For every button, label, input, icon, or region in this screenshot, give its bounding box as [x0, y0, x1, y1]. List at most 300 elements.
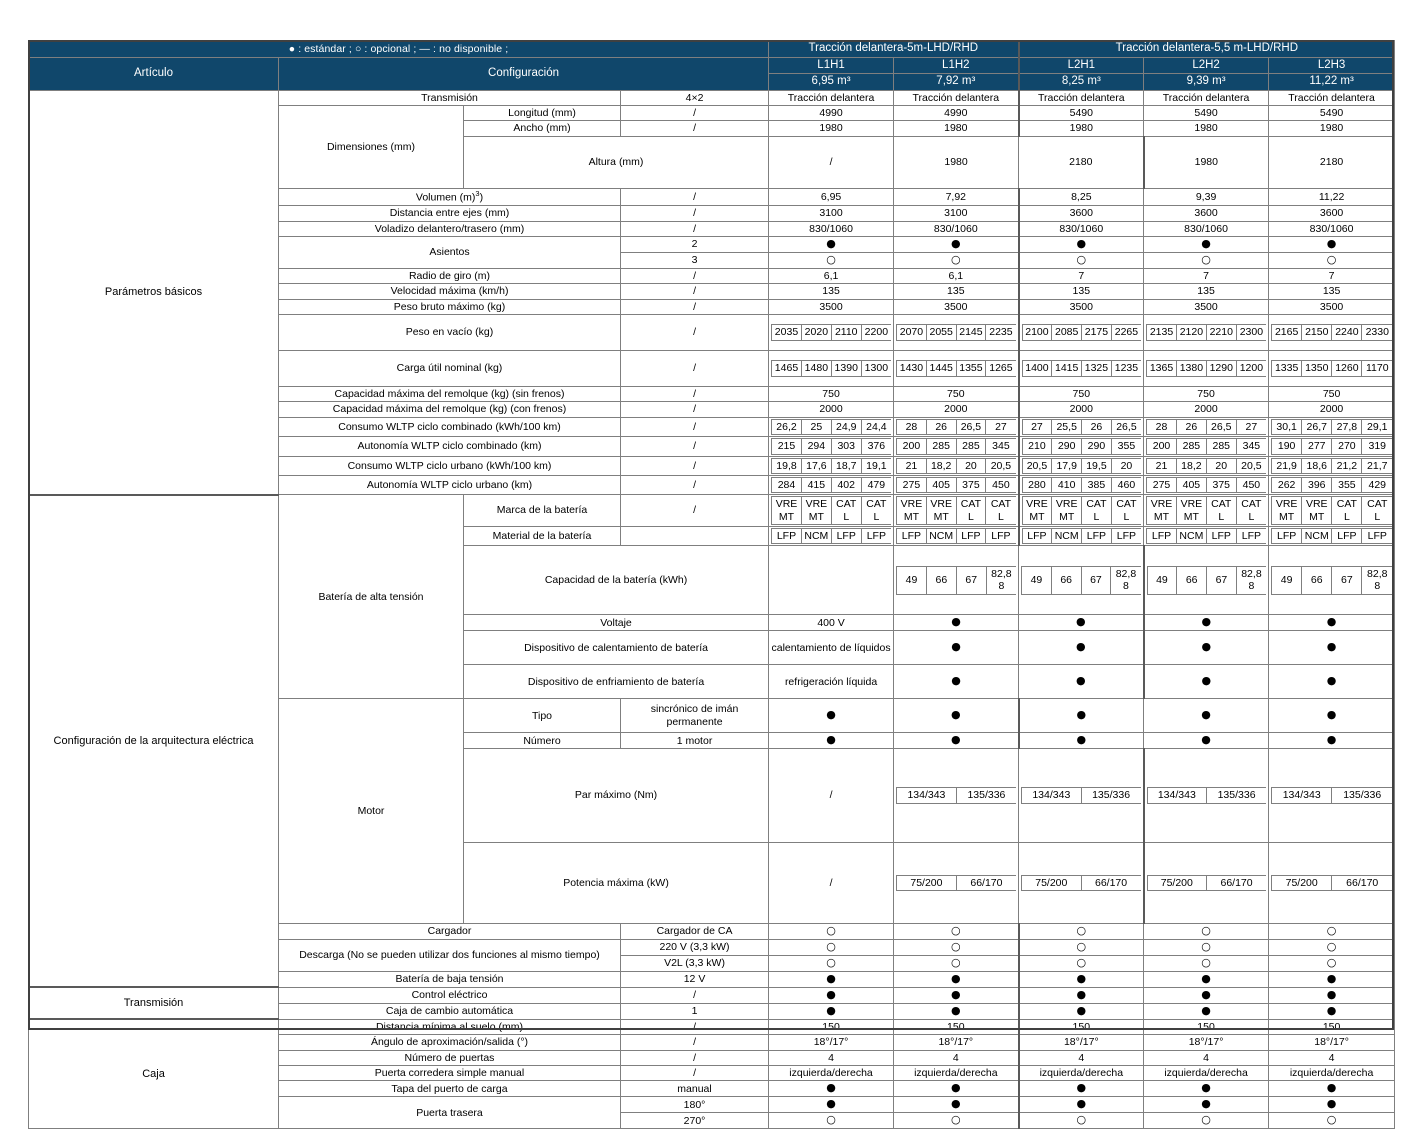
- data-cell: 18°/17°: [769, 1035, 894, 1050]
- section-label-1: Configuración de la arquitectura eléctrica: [29, 495, 279, 988]
- row-label: Capacidad máxima del remolque (kg) (con frenos): [279, 402, 621, 417]
- sub-value: 20: [956, 458, 986, 473]
- data-cell: ○: [769, 1113, 894, 1129]
- data-cell: ○: [769, 252, 894, 268]
- data-cell: ●: [1269, 236, 1395, 252]
- variant-volume-4: 11,22 m³: [1269, 74, 1395, 91]
- row-group-label: Asientos: [279, 236, 621, 268]
- section-label-2: Transmisión: [29, 987, 279, 1019]
- sub-value: 66/170: [956, 875, 1016, 890]
- sub-value: 200: [897, 439, 927, 454]
- row-label: Tapa del puerto de carga: [279, 1081, 621, 1097]
- data-cell: [1144, 527, 1269, 546]
- data-cell: [1269, 315, 1395, 351]
- sub-value: 2085: [1052, 325, 1082, 340]
- sub-value: 49: [1147, 566, 1177, 594]
- sub-value: 26,5: [1206, 419, 1236, 434]
- data-cell: [1269, 495, 1395, 527]
- data-cell: ●: [1269, 1097, 1395, 1113]
- data-cell: ●: [1019, 665, 1144, 699]
- data-cell: Tracción delantera: [769, 90, 894, 105]
- data-cell: [894, 315, 1019, 351]
- sub-value: VREMT: [772, 497, 802, 525]
- sub-value: 134/343: [1022, 788, 1082, 803]
- data-cell: ○: [894, 1113, 1019, 1129]
- sub-value: 82,88: [1362, 566, 1392, 594]
- sub-value: 19,8: [772, 458, 802, 473]
- data-cell: ●: [1269, 1003, 1395, 1019]
- sub-value: 429: [1362, 477, 1392, 492]
- sub-value: LFP: [897, 529, 927, 544]
- sub-value: CATL: [1362, 497, 1392, 525]
- data-cell: [894, 456, 1019, 475]
- row-config-value: /: [621, 121, 769, 136]
- sub-value: 2055: [926, 325, 956, 340]
- sub-value: 280: [1022, 477, 1052, 492]
- data-cell: ●: [1019, 971, 1144, 987]
- variant-volume-2: 8,25 m³: [1019, 74, 1144, 91]
- sub-value: 19,1: [861, 458, 891, 473]
- row-group-label: Dimensiones (mm): [279, 106, 464, 189]
- row-config-value: /: [621, 1066, 769, 1081]
- sub-value: 30,1: [1272, 419, 1302, 434]
- data-cell: 150: [1019, 1019, 1144, 1034]
- sub-value: 1260: [1332, 361, 1362, 376]
- row-config-value: /: [621, 495, 769, 527]
- data-cell: ●: [1144, 236, 1269, 252]
- row-label: Peso bruto máximo (kg): [279, 299, 621, 314]
- data-cell: ○: [1144, 924, 1269, 940]
- sub-value: 1335: [1272, 361, 1302, 376]
- row-label: Capacidad de la batería (kWh): [464, 546, 769, 615]
- data-cell: [1144, 437, 1269, 456]
- data-cell: ●: [1269, 699, 1395, 733]
- data-cell: 4990: [894, 106, 1019, 121]
- data-cell: 18°/17°: [1019, 1035, 1144, 1050]
- data-cell: [1269, 417, 1395, 436]
- row-config-value: /: [621, 315, 769, 351]
- data-cell: 3100: [894, 206, 1019, 221]
- row-label: Transmisión: [279, 90, 621, 105]
- row-config-value: calentamiento de líquidos: [769, 631, 894, 665]
- data-cell: ●: [894, 665, 1019, 699]
- data-cell: ●: [1019, 987, 1144, 1003]
- row-label: Distancia mínima al suelo (mm): [279, 1019, 621, 1034]
- sub-value: 450: [986, 477, 1016, 492]
- data-cell: [769, 417, 894, 436]
- header-articulo: Artículo: [29, 57, 279, 90]
- sub-value: 1265: [986, 361, 1016, 376]
- data-cell: ○: [1019, 956, 1144, 972]
- data-cell: [1144, 842, 1269, 923]
- data-cell: [769, 315, 894, 351]
- section-label-0: Parámetros básicos: [29, 90, 279, 495]
- sub-value: 27: [1022, 419, 1052, 434]
- data-cell: ●: [1269, 733, 1395, 749]
- data-cell: [769, 351, 894, 387]
- data-cell: ●: [894, 631, 1019, 665]
- sub-value: 277: [1302, 439, 1332, 454]
- data-cell: ●: [769, 1081, 894, 1097]
- sub-value: 415: [801, 477, 831, 492]
- data-cell: 135: [769, 284, 894, 299]
- row-label: Radio de giro (m): [279, 268, 621, 283]
- data-cell: 3100: [769, 206, 894, 221]
- data-cell: [1019, 417, 1144, 436]
- data-cell: ●: [1019, 1081, 1144, 1097]
- row-config-value: 180°: [621, 1097, 769, 1113]
- sub-value: CATL: [986, 497, 1016, 525]
- row-label: Control eléctrico: [279, 987, 621, 1003]
- sub-value: 375: [956, 477, 986, 492]
- data-cell: ●: [1144, 665, 1269, 699]
- sub-value: CATL: [1206, 497, 1236, 525]
- sub-value: 27: [986, 419, 1016, 434]
- sub-value: 285: [956, 439, 986, 454]
- sub-value: CATL: [831, 497, 861, 525]
- data-cell: ●: [1144, 631, 1269, 665]
- data-cell: 2000: [894, 402, 1019, 417]
- data-cell: [894, 475, 1019, 494]
- data-cell: 6,1: [894, 268, 1019, 283]
- row-config-value: 1 motor: [621, 733, 769, 749]
- variant-header-l1h1: L1H1: [769, 57, 894, 74]
- data-cell: ●: [1144, 699, 1269, 733]
- sub-value: 135/336: [1081, 788, 1141, 803]
- sub-value: LFP: [1362, 529, 1392, 544]
- row-config-value: /: [621, 456, 769, 475]
- data-cell: 7,92: [894, 189, 1019, 206]
- row-label: Batería de baja tensión: [279, 971, 621, 987]
- data-cell: [1019, 475, 1144, 494]
- sub-value: 2210: [1206, 325, 1236, 340]
- sub-value: VREMT: [926, 497, 956, 525]
- sub-value: 1445: [926, 361, 956, 376]
- data-cell: [769, 437, 894, 456]
- sub-value: LFP: [772, 529, 802, 544]
- sub-value: 1325: [1082, 361, 1112, 376]
- sub-value: 49: [1022, 566, 1052, 594]
- row-label: Par máximo (Nm): [464, 749, 769, 843]
- sub-value: 134/343: [897, 788, 957, 803]
- data-cell: [1269, 527, 1395, 546]
- sub-value: 27: [1236, 419, 1266, 434]
- sub-value: 75/200: [1272, 875, 1332, 890]
- data-cell: 1980: [1019, 121, 1144, 136]
- row-config-value: 4×2: [621, 90, 769, 105]
- data-cell: [1269, 546, 1395, 615]
- data-cell: 135: [894, 284, 1019, 299]
- row-label: Volumen $(m)^3$): [279, 189, 621, 206]
- data-cell: ●: [894, 615, 1019, 631]
- sub-value: 376: [861, 439, 891, 454]
- sub-value: 27,8: [1332, 419, 1362, 434]
- sub-value: 2240: [1332, 325, 1362, 340]
- sub-value: NCM: [1176, 529, 1206, 544]
- data-cell: izquierda/derecha: [769, 1066, 894, 1081]
- data-cell: 1980: [894, 136, 1019, 189]
- data-cell: izquierda/derecha: [894, 1066, 1019, 1081]
- data-cell: Tracción delantera: [1019, 90, 1144, 105]
- data-cell: 150: [894, 1019, 1019, 1034]
- sub-value: 18,6: [1302, 458, 1332, 473]
- data-cell: ●: [769, 971, 894, 987]
- table-row: [29, 1019, 1395, 1034]
- sub-value: 20,5: [1022, 458, 1052, 473]
- data-cell: 830/1060: [769, 221, 894, 236]
- data-cell: [894, 351, 1019, 387]
- row-config-value: /: [621, 106, 769, 121]
- sub-value: CATL: [1236, 497, 1266, 525]
- data-cell: 135: [1269, 284, 1395, 299]
- sub-value: 2235: [986, 325, 1016, 340]
- data-cell: [769, 456, 894, 475]
- data-cell: ●: [769, 699, 894, 733]
- sub-value: 28: [897, 419, 927, 434]
- row-config-value: /: [621, 299, 769, 314]
- sub-value: 66: [926, 566, 956, 594]
- sub-value: 1390: [831, 361, 861, 376]
- row-label: Número de puertas: [279, 1050, 621, 1065]
- data-cell: 150: [769, 1019, 894, 1034]
- data-cell: 3500: [1269, 299, 1395, 314]
- sub-value: 26: [926, 419, 956, 434]
- sub-value: CATL: [1111, 497, 1141, 525]
- data-cell: 4: [1019, 1050, 1144, 1065]
- data-cell: 3500: [769, 299, 894, 314]
- data-cell: ●: [894, 971, 1019, 987]
- data-cell: 3500: [1019, 299, 1144, 314]
- data-cell: ○: [1019, 924, 1144, 940]
- sub-value: VREMT: [1272, 497, 1302, 525]
- data-cell: ●: [1144, 1003, 1269, 1019]
- data-cell: ●: [1269, 631, 1395, 665]
- data-cell: 135: [1019, 284, 1144, 299]
- data-cell: ●: [1144, 971, 1269, 987]
- row-label: Autonomía WLTP ciclo urbano (km): [279, 475, 621, 494]
- sub-value: LFP: [1332, 529, 1362, 544]
- sub-value: 26: [1082, 419, 1112, 434]
- row-label: Longitud (mm): [464, 106, 621, 121]
- sub-value: 75/200: [1147, 875, 1207, 890]
- sub-value: 479: [861, 477, 891, 492]
- data-cell: ○: [769, 924, 894, 940]
- row-config-value: /: [621, 987, 769, 1003]
- sub-value: 284: [772, 477, 802, 492]
- data-cell: [1019, 527, 1144, 546]
- row-group-label: Motor: [279, 699, 464, 924]
- row-config-value: /: [621, 351, 769, 387]
- sub-value: 18,2: [926, 458, 956, 473]
- data-cell: ●: [1144, 987, 1269, 1003]
- sub-value: 66: [1051, 566, 1081, 594]
- sub-value: 2145: [956, 325, 986, 340]
- data-cell: ●: [894, 733, 1019, 749]
- sub-value: 2020: [801, 325, 831, 340]
- sub-value: 25,5: [1052, 419, 1082, 434]
- sub-value: 396: [1302, 477, 1332, 492]
- sub-value: 21,2: [1332, 458, 1362, 473]
- data-cell: 4: [894, 1050, 1019, 1065]
- variant-header-l1h2: L1H2: [894, 57, 1019, 74]
- data-cell: 2000: [769, 402, 894, 417]
- data-cell: Tracción delantera: [894, 90, 1019, 105]
- sub-value: 82,88: [1111, 566, 1141, 594]
- sub-value: VREMT: [1302, 497, 1332, 525]
- data-cell: ●: [1019, 699, 1144, 733]
- sub-value: NCM: [801, 529, 831, 544]
- row-config-value: /: [621, 1050, 769, 1065]
- sub-value: 20,5: [1236, 458, 1266, 473]
- row-config-value: 1: [621, 1003, 769, 1019]
- data-cell: ○: [894, 956, 1019, 972]
- data-cell: ●: [1019, 733, 1144, 749]
- sub-value: 2200: [861, 325, 891, 340]
- sub-value: 1430: [897, 361, 927, 376]
- sub-value: 2135: [1147, 325, 1177, 340]
- data-cell: ○: [1269, 252, 1395, 268]
- sub-value: 29,1: [1362, 419, 1392, 434]
- sub-value: 75/200: [1022, 875, 1082, 890]
- row-config-value: /: [621, 1019, 769, 1034]
- row-config-value: /: [621, 221, 769, 236]
- data-cell: ●: [1269, 615, 1395, 631]
- data-cell: 830/1060: [1269, 221, 1395, 236]
- row-config-value: /: [621, 437, 769, 456]
- section-label-3: Caja: [29, 1019, 279, 1128]
- sub-value: 20: [1111, 458, 1141, 473]
- sub-value: 210: [1022, 439, 1052, 454]
- sub-value: VREMT: [1052, 497, 1082, 525]
- data-cell: [1019, 495, 1144, 527]
- row-label: Voltaje: [464, 615, 769, 631]
- data-cell: 4: [769, 1050, 894, 1065]
- sub-value: VREMT: [1022, 497, 1052, 525]
- sub-value: 2330: [1362, 325, 1392, 340]
- row-config-value: sincrónico de imán permanente: [621, 699, 769, 733]
- sub-value: LFP: [1022, 529, 1052, 544]
- data-cell: [1269, 842, 1395, 923]
- row-label: Velocidad máxima (km/h): [279, 284, 621, 299]
- row-config-value: /: [621, 189, 769, 206]
- sub-value: 135/336: [1207, 788, 1267, 803]
- data-cell: ○: [1144, 1113, 1269, 1129]
- sub-value: LFP: [1111, 529, 1141, 544]
- data-cell: [894, 495, 1019, 527]
- sub-value: 1200: [1236, 361, 1266, 376]
- sub-value: LFP: [1236, 529, 1266, 544]
- row-config-value: [769, 546, 894, 615]
- sub-value: 2150: [1302, 325, 1332, 340]
- sub-value: 20,5: [986, 458, 1016, 473]
- row-label: Autonomía WLTP ciclo combinado (km): [279, 437, 621, 456]
- data-cell: [894, 749, 1019, 843]
- row-label: Dispositivo de enfriamiento de batería: [464, 665, 769, 699]
- data-cell: 2000: [1144, 402, 1269, 417]
- sub-value: 28: [1147, 419, 1177, 434]
- data-cell: ●: [894, 987, 1019, 1003]
- sub-value: 134/343: [1272, 788, 1332, 803]
- data-cell: 11,22: [1269, 189, 1395, 206]
- data-cell: [769, 495, 894, 527]
- row-config-value: /: [621, 268, 769, 283]
- sub-value: 2120: [1176, 325, 1206, 340]
- sub-value: 405: [1176, 477, 1206, 492]
- sub-value: LFP: [986, 529, 1016, 544]
- sub-value: 2265: [1111, 325, 1141, 340]
- sub-value: LFP: [1147, 529, 1177, 544]
- row-config-value: 220 V (3,3 kW): [621, 940, 769, 956]
- data-cell: ○: [1019, 252, 1144, 268]
- sub-value: 1380: [1176, 361, 1206, 376]
- row-label: Marca de la batería: [464, 495, 621, 527]
- data-cell: ○: [769, 956, 894, 972]
- row-label: Caja de cambio automática: [279, 1003, 621, 1019]
- row-label: Número: [464, 733, 621, 749]
- data-cell: 2000: [1269, 402, 1395, 417]
- sub-value: LFP: [956, 529, 986, 544]
- sub-value: 67: [1207, 566, 1237, 594]
- data-cell: 2000: [1019, 402, 1144, 417]
- data-cell: 150: [1269, 1019, 1395, 1034]
- sub-value: 1480: [801, 361, 831, 376]
- data-cell: ●: [769, 1097, 894, 1113]
- data-cell: 750: [1269, 387, 1395, 402]
- data-cell: Tracción delantera: [1269, 90, 1395, 105]
- data-cell: 5490: [1019, 106, 1144, 121]
- row-label: Peso en vacío (kg): [279, 315, 621, 351]
- sub-value: 294: [801, 439, 831, 454]
- sub-value: 1350: [1302, 361, 1332, 376]
- data-cell: 830/1060: [1144, 221, 1269, 236]
- row-label: Voladizo delantero/trasero (mm): [279, 221, 621, 236]
- sub-value: 345: [986, 439, 1016, 454]
- data-cell: 150: [1144, 1019, 1269, 1034]
- row-label: Consumo WLTP ciclo urbano (kWh/100 km): [279, 456, 621, 475]
- data-cell: 135: [1144, 284, 1269, 299]
- data-cell: [1144, 417, 1269, 436]
- row-config-value: /: [621, 402, 769, 417]
- sub-value: 2070: [897, 325, 927, 340]
- data-cell: [769, 527, 894, 546]
- data-cell: ●: [1019, 1097, 1144, 1113]
- sub-value: 24,4: [861, 419, 891, 434]
- sub-value: 66/170: [1207, 875, 1267, 890]
- data-cell: ●: [769, 987, 894, 1003]
- sub-value: 67: [1081, 566, 1111, 594]
- data-cell: [1269, 475, 1395, 494]
- sub-value: 18,2: [1176, 458, 1206, 473]
- data-cell: ○: [1269, 956, 1395, 972]
- data-cell: ●: [1144, 1097, 1269, 1113]
- data-cell: [1269, 749, 1395, 843]
- sub-value: 345: [1236, 439, 1266, 454]
- data-cell: ○: [1269, 1113, 1395, 1129]
- data-cell: ○: [1269, 940, 1395, 956]
- sub-value: 375: [1206, 477, 1236, 492]
- sub-value: 303: [831, 439, 861, 454]
- data-cell: ○: [894, 924, 1019, 940]
- row-label: Material de la batería: [464, 527, 621, 546]
- sub-value: 20: [1206, 458, 1236, 473]
- sub-value: 1400: [1022, 361, 1052, 376]
- sub-value: VREMT: [801, 497, 831, 525]
- data-cell: [894, 546, 1019, 615]
- sub-value: 402: [831, 477, 861, 492]
- row-config-value: /: [621, 206, 769, 221]
- data-cell: 5490: [1269, 106, 1395, 121]
- data-cell: ●: [1269, 971, 1395, 987]
